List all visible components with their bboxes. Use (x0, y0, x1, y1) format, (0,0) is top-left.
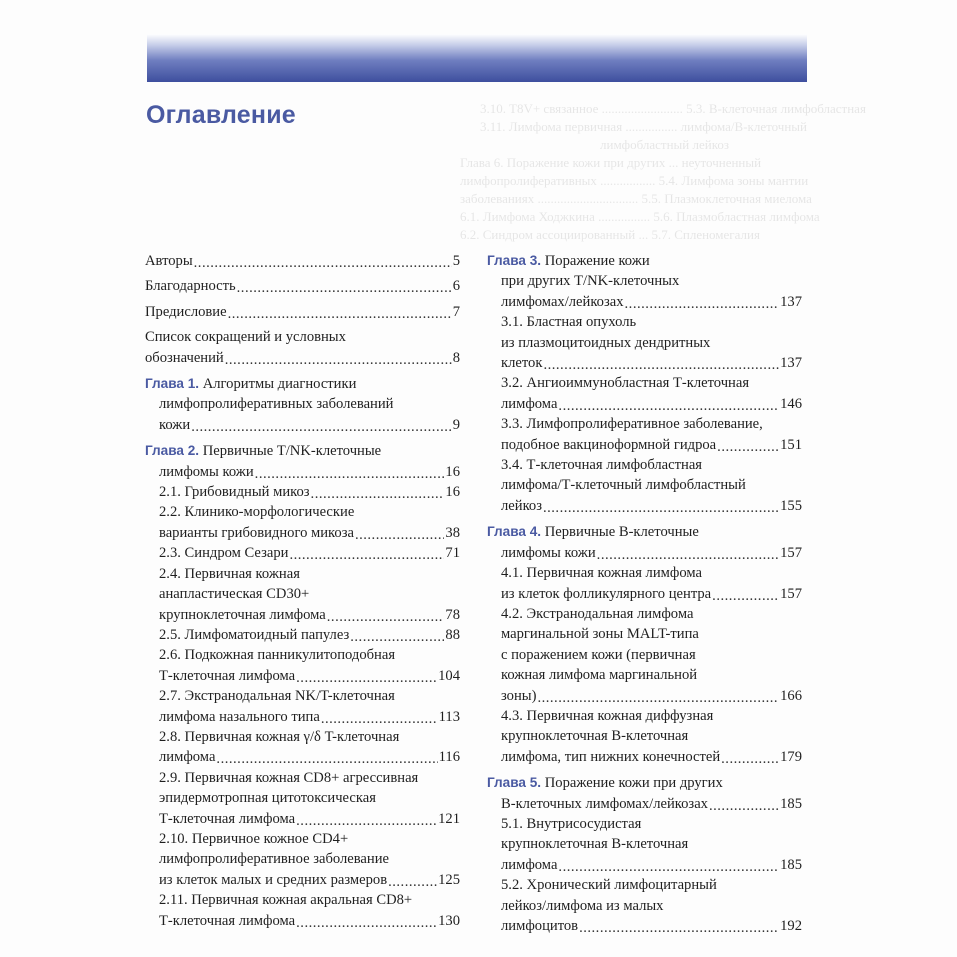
toc-line (501, 896, 802, 916)
toc-line-text-wrap (501, 875, 717, 895)
toc-line (501, 563, 802, 583)
chapter-label: Глава 3. (487, 253, 542, 268)
page-number: 88 (445, 626, 460, 643)
page-number: 16 (445, 463, 460, 480)
toc-line (159, 890, 460, 910)
page-number: 157 (780, 544, 802, 561)
toc-text: Авторы (145, 253, 193, 269)
toc-line (159, 564, 460, 584)
page-number: 146 (780, 395, 802, 412)
toc-entry[interactable] (145, 645, 460, 686)
toc-line (501, 333, 802, 353)
leader-dots (537, 688, 779, 704)
toc-line (159, 870, 460, 890)
toc-line (501, 875, 802, 895)
toc-line-text-wrap (501, 665, 697, 685)
toc-line (145, 276, 460, 296)
toc-line (159, 809, 460, 829)
toc-line (487, 773, 802, 793)
toc-line (501, 496, 802, 516)
toc-line-text-wrap (501, 726, 688, 746)
toc-text: обозначений (145, 349, 224, 366)
toc-line (159, 686, 460, 706)
toc-text: лейкоз/лимфома из малых (501, 897, 664, 914)
toc-text: 5.2. Хронический лимфоцитарный (501, 877, 717, 894)
toc-line-text-wrap (501, 373, 749, 393)
toc-line-text-wrap (159, 768, 418, 788)
page-number: 155 (780, 497, 802, 514)
toc-text: В-клеточных лимфомах/лейкозах (501, 795, 708, 812)
toc-chapter-entry[interactable] (487, 522, 802, 563)
page-number: 157 (780, 585, 802, 602)
toc-entry[interactable] (145, 276, 460, 296)
toc-text: маргинальной зоны MALT-типа (501, 626, 699, 643)
leader-dots (216, 749, 437, 765)
toc-line (487, 292, 802, 312)
toc-line-text-wrap (501, 855, 557, 875)
toc-text: лимфопролиферативное заболевание (159, 851, 390, 868)
toc-line (159, 707, 460, 727)
toc-line-text-wrap (159, 394, 394, 414)
leader-dots (228, 304, 452, 320)
toc-line-text-wrap (501, 292, 624, 312)
leader-dots (327, 607, 445, 623)
toc-chapter-entry[interactable] (145, 374, 460, 435)
toc-line (159, 849, 460, 869)
toc-text: 2.11. Первичная кожная акральная CD8+ (159, 892, 413, 909)
chapter-label: Глава 4. (487, 524, 542, 540)
toc-line-text-wrap (159, 462, 254, 482)
leader-dots (237, 278, 452, 294)
toc-line (159, 523, 460, 543)
toc-line (159, 727, 460, 747)
toc-text: Алгоритмы диагностики (202, 376, 357, 393)
page-number: 6 (452, 278, 460, 295)
toc-line-text-wrap (501, 563, 702, 583)
toc-line-text-wrap (501, 747, 720, 767)
toc-line-text-wrap (159, 605, 326, 625)
toc-line (145, 251, 460, 271)
toc-line (159, 482, 460, 502)
leader-dots (558, 857, 779, 873)
toc-line (501, 686, 802, 706)
toc-line (487, 271, 802, 291)
toc-entry[interactable] (145, 327, 460, 368)
page-number: 7 (452, 303, 460, 320)
toc-text: Благодарность (145, 278, 236, 295)
toc-text: при других T/NK-клеточных (501, 273, 680, 290)
leader-dots (543, 355, 779, 371)
toc-line (159, 502, 460, 522)
leader-dots (321, 709, 438, 725)
toc-text: Первичные T/NK-клеточные (202, 443, 382, 460)
toc-text: 4.3. Первичная кожная диффузная (501, 707, 714, 724)
toc-text: с поражением кожи (первичная (501, 646, 696, 663)
toc-text: Поражение кожи (544, 253, 650, 269)
page-number: 71 (445, 545, 460, 562)
toc-line-text-wrap (501, 414, 763, 434)
toc-line-text-wrap (159, 747, 215, 767)
toc-line-text-wrap (159, 809, 295, 829)
toc-line-text-wrap (145, 441, 381, 461)
toc-text: лимфомы кожи (159, 463, 254, 480)
toc-line-text-wrap (501, 353, 542, 373)
toc-text: варианты грибовидного микоза (159, 524, 354, 541)
leader-dots (296, 811, 437, 827)
toc-text: 2.2. Клинико-морфологические (159, 504, 355, 521)
toc-line-text-wrap (501, 896, 663, 916)
toc-left-column (145, 251, 460, 931)
chapter-label: Глава 2. (145, 443, 200, 459)
toc-text: 2.8. Первичная кожная γ/δ T-клеточная (159, 728, 400, 745)
toc-entry[interactable] (145, 768, 460, 829)
toc-entry[interactable] (145, 482, 460, 502)
toc-entry[interactable] (145, 727, 460, 768)
toc-line (487, 543, 802, 563)
toc-entry[interactable] (487, 604, 802, 706)
toc-line (145, 394, 460, 414)
leader-dots (289, 545, 444, 561)
toc-entry[interactable] (487, 875, 802, 936)
toc-line-text-wrap (145, 251, 193, 271)
toc-line-text-wrap (159, 788, 376, 808)
toc-line (487, 251, 802, 271)
toc-line-text-wrap (159, 686, 395, 706)
toc-line-text-wrap (145, 327, 346, 347)
toc-text: из плазмоцитоидных дендритных (501, 334, 711, 351)
toc-line (159, 625, 460, 645)
page-number: 16 (445, 484, 460, 501)
toc-line-text-wrap (159, 849, 389, 869)
toc-line (487, 522, 802, 542)
leader-dots (388, 872, 437, 888)
leader-dots (350, 627, 444, 643)
page-number: 78 (445, 606, 460, 623)
toc-text: 3.1. Бластная опухоль (501, 314, 637, 331)
page-number: 130 (438, 912, 460, 929)
toc-line-text-wrap (159, 584, 309, 604)
toc-line (501, 706, 802, 726)
toc-line (501, 455, 802, 475)
toc-line (145, 327, 460, 347)
toc-line-text-wrap (501, 645, 696, 665)
toc-text: лимфоцитов (501, 918, 579, 934)
toc-line (145, 348, 460, 368)
show-through-text: 3.10. T8V+ связанное ......................... 5.3. В-клеточная лимфобластная 3.11. Лимфома первичная ................ лимфома/В-клеточный лимфобластный лейкоз Глава 6. Поражение кожи при других ... неуточненный лимфопролиферативных ................. 5.4. Лимфома зоны мантии заболеваниях ............................... 5.5. Плазмоклеточная миелома 6.1. Лимфома Ходжкина ................ 5.6. Плазмобластная лимфома 6.2. Синдром ассоциированный ... 5.7. Спленомегалия (460, 101, 866, 242)
toc-text: из клеток фолликулярного центра (501, 585, 712, 602)
toc-line (501, 834, 802, 854)
toc-line-text-wrap (501, 794, 708, 814)
page-number: 38 (445, 524, 460, 541)
toc-text: эпидермотропная цитотоксическая (159, 790, 376, 807)
toc-text: клеток (501, 355, 543, 372)
toc-line (159, 768, 460, 788)
toc-line (159, 605, 460, 625)
page-number: 179 (780, 748, 802, 765)
chapter-label: Глава 1. (145, 376, 200, 392)
toc-text: лейкоз (501, 497, 542, 514)
toc-line (145, 415, 460, 435)
leader-dots (543, 498, 779, 514)
toc-text: 2.4. Первичная кожная (159, 565, 300, 582)
toc-line (501, 604, 802, 624)
toc-entry[interactable] (487, 373, 802, 414)
toc-line-text-wrap (145, 276, 236, 296)
toc-chapter-entry[interactable] (487, 251, 802, 312)
toc-line-text-wrap (487, 522, 699, 542)
leader-dots (194, 253, 452, 269)
toc-line-text-wrap (159, 911, 295, 931)
toc-line-text-wrap (487, 251, 650, 271)
toc-line-text-wrap (501, 624, 699, 644)
toc-line (501, 747, 802, 767)
toc-line-text-wrap (501, 706, 713, 726)
page-number: 5 (452, 253, 460, 269)
leader-dots (717, 437, 779, 453)
toc-line-text-wrap (159, 707, 320, 727)
toc-entry[interactable] (145, 686, 460, 727)
toc-line (501, 353, 802, 373)
toc-text: подобное вакциноформной гидроа (501, 436, 717, 453)
toc-line (159, 911, 460, 931)
toc-text: крупноклеточная лимфома (159, 606, 326, 623)
page-number: 8 (452, 349, 460, 366)
toc-line (501, 394, 802, 414)
toc-text: Список сокращений и условных (145, 329, 346, 346)
toc-entry[interactable] (145, 829, 460, 890)
toc-text: 2.3. Синдром Сезари (159, 545, 289, 562)
toc-line-text-wrap (159, 645, 395, 665)
toc-entry[interactable] (145, 890, 460, 931)
toc-text: лимфомы кожи (501, 544, 596, 561)
leader-dots (255, 464, 445, 480)
toc-text: анапластическая CD30+ (159, 586, 310, 603)
toc-text: лимфома (501, 856, 558, 873)
toc-text: 3.4. Т-клеточная лимфобластная (501, 457, 703, 474)
toc-text: Поражение кожи при других (544, 775, 723, 792)
toc-line (159, 666, 460, 686)
toc-line-text-wrap (159, 829, 348, 849)
page-number: 151 (780, 436, 802, 453)
toc-line-text-wrap (159, 625, 349, 645)
toc-line-text-wrap (145, 302, 227, 322)
toc-line-text-wrap (159, 564, 300, 584)
leader-dots (721, 749, 779, 765)
toc-text: 4.1. Первичная кожная лимфома (501, 565, 702, 582)
toc-text: 4.2. Экстранодальная лимфома (501, 605, 694, 622)
toc-line-text-wrap (501, 834, 688, 854)
page-number: 137 (780, 355, 802, 372)
toc-line (487, 794, 802, 814)
toc-text: крупноклеточная В-клеточная (501, 728, 689, 745)
page-number: 137 (780, 293, 802, 310)
toc-text: 2.7. Экстранодальная NK/T-клеточная (159, 688, 395, 705)
toc-entry[interactable] (145, 543, 460, 563)
toc-line-text-wrap (145, 374, 356, 394)
page-number: 192 (780, 918, 802, 934)
toc-entry[interactable] (487, 814, 802, 875)
toc-line-text-wrap (159, 890, 412, 910)
toc-line (501, 916, 802, 936)
toc-line (159, 788, 460, 808)
toc-text: Т-клеточная лимфома (159, 912, 296, 929)
leader-dots (296, 668, 437, 684)
toc-text: лимфома/Т-клеточный лимфобластный (501, 477, 746, 494)
toc-line-text-wrap (501, 312, 636, 332)
toc-line (501, 312, 802, 332)
toc-text: кожи (159, 416, 191, 433)
toc-line (501, 855, 802, 875)
page-number: 113 (438, 708, 460, 725)
toc-text: лимфома назального типа (159, 708, 320, 725)
toc-entry[interactable] (487, 563, 802, 604)
toc-text: Т-клеточная лимфома (159, 810, 296, 827)
toc-line-text-wrap (501, 496, 542, 516)
toc-line-text-wrap (501, 584, 711, 604)
toc-text: лимфопролиферативных заболеваний (159, 396, 394, 413)
toc-line-text-wrap (501, 916, 578, 936)
toc-chapter-entry[interactable] (487, 773, 802, 814)
toc-entry[interactable] (145, 564, 460, 625)
toc-line (501, 814, 802, 834)
leader-dots (558, 396, 779, 412)
toc-line (145, 302, 460, 322)
toc-line-text-wrap (159, 727, 399, 747)
toc-entry[interactable] (145, 502, 460, 543)
toc-text: кожная лимфома маргинальной (501, 667, 698, 684)
toc-text: зоны) (501, 687, 537, 704)
toc-line-text-wrap (501, 814, 641, 834)
toc-text: 2.9. Первичная кожная CD8+ агрессивная (159, 769, 419, 786)
toc-line (501, 373, 802, 393)
toc-entry[interactable] (145, 625, 460, 645)
leader-dots (712, 586, 779, 602)
toc-text: Предисловие (145, 303, 227, 320)
toc-line-text-wrap (501, 455, 702, 475)
toc-line-text-wrap (487, 773, 723, 793)
toc-line-text-wrap (159, 415, 190, 435)
toc-entry[interactable] (145, 251, 460, 271)
leader-dots (579, 918, 779, 934)
toc-entry[interactable] (487, 706, 802, 767)
toc-text: 3.3. Лимфопролиферативное заболевание, (501, 416, 763, 433)
toc-line-text-wrap (159, 666, 295, 686)
header-band (147, 34, 807, 82)
toc-entry[interactable] (487, 414, 802, 455)
page-title: Оглавление (146, 101, 296, 129)
toc-line (145, 462, 460, 482)
toc-right-column (487, 251, 802, 936)
leader-dots (296, 913, 437, 929)
toc-text: лимфома, тип нижних конечностей (501, 748, 721, 765)
toc-text: из клеток малых и средних размеров (159, 871, 388, 888)
toc-line-text-wrap (501, 475, 746, 495)
toc-text: 3.2. Ангиоиммунобластная Т-клеточная (501, 375, 750, 392)
toc-line (145, 441, 460, 461)
toc-line-text-wrap (145, 348, 224, 368)
toc-line-text-wrap (159, 482, 310, 502)
toc-line-text-wrap (501, 394, 557, 414)
toc-line-text-wrap (501, 686, 536, 706)
page-number: 9 (452, 416, 460, 433)
leader-dots (355, 525, 444, 541)
toc-chapter-entry[interactable] (145, 441, 460, 482)
toc-line (501, 665, 802, 685)
page-number: 185 (780, 856, 802, 873)
chapter-label: Глава 5. (487, 775, 542, 791)
page-number: 116 (438, 749, 460, 766)
toc-line (501, 645, 802, 665)
toc-line (145, 374, 460, 394)
leader-dots (597, 545, 779, 561)
page-number: 104 (438, 667, 460, 684)
toc-line (159, 543, 460, 563)
page-number: 166 (780, 687, 802, 704)
leader-dots (191, 417, 452, 433)
toc-line-text-wrap (159, 870, 387, 890)
toc-line (501, 475, 802, 495)
toc-text: Первичные В-клеточные (544, 524, 699, 541)
toc-line (159, 584, 460, 604)
toc-line-text-wrap (501, 435, 716, 455)
page-number: 121 (438, 810, 460, 827)
leader-dots (225, 350, 452, 366)
toc-text: крупноклеточная В-клеточная (501, 836, 689, 853)
toc-line (159, 747, 460, 767)
toc-text: Т-клеточная лимфома (159, 667, 296, 684)
toc-text: лимфома (501, 395, 558, 412)
page-number: 125 (438, 871, 460, 888)
toc-text: 2.10. Первичное кожное CD4+ (159, 830, 349, 847)
toc-line (159, 829, 460, 849)
toc-line (501, 435, 802, 455)
toc-text: 5.1. Внутрисосудистая (501, 815, 642, 832)
leader-dots (625, 294, 780, 310)
toc-text: 2.5. Лимфоматоидный папулез (159, 626, 350, 643)
toc-text: 2.6. Подкожная панникулитоподобная (159, 647, 396, 664)
toc-line-text-wrap (501, 333, 710, 353)
toc-line-text-wrap (501, 271, 679, 291)
toc-line-text-wrap (159, 502, 354, 522)
toc-line-text-wrap (159, 543, 288, 563)
toc-entry[interactable] (487, 455, 802, 516)
page-number: 185 (780, 795, 802, 812)
toc-line (501, 584, 802, 604)
toc-text: 2.1. Грибовидный микоз (159, 484, 310, 501)
toc-text: лимфомах/лейкозах (501, 293, 624, 310)
toc-line-text-wrap (501, 543, 596, 563)
leader-dots (311, 484, 445, 500)
toc-line (501, 726, 802, 746)
toc-line (159, 645, 460, 665)
leader-dots (709, 796, 779, 812)
toc-line-text-wrap (501, 604, 693, 624)
toc-entry[interactable] (487, 312, 802, 373)
toc-line (501, 624, 802, 644)
toc-text: лимфома (159, 749, 216, 766)
toc-line-text-wrap (159, 523, 354, 543)
toc-line (501, 414, 802, 434)
toc-entry[interactable] (145, 302, 460, 322)
